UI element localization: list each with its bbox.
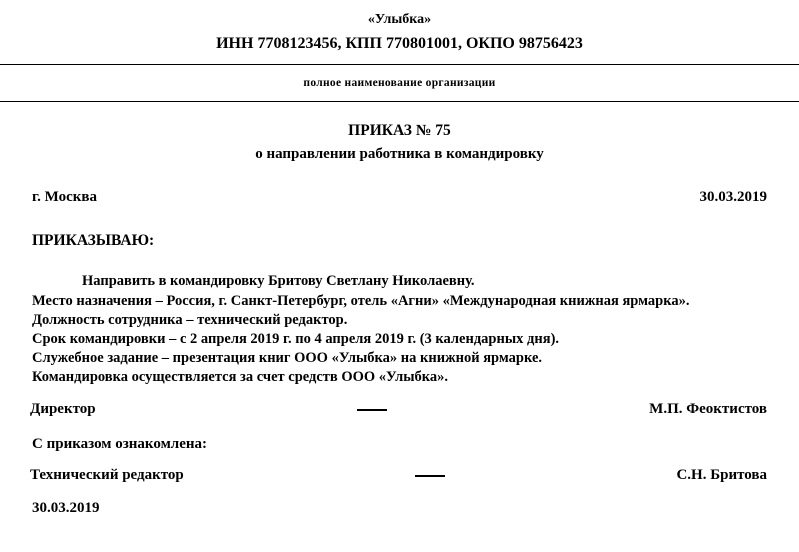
- body-line-task: Служебное задание – презентация книг ООО «Улыбка» на книжной ярмарке.: [32, 350, 543, 366]
- body-line-funding: Командировка осуществляется за счет средств ООО «Улыбка».: [32, 369, 449, 385]
- order-body: [0, 272, 799, 387]
- director-name: М.П. Феоктистов: [649, 401, 767, 417]
- order-date: 30.03.2019: [699, 189, 767, 205]
- organization-codes: ИНН 7708123456, КПП 770801001, ОКПО 98756423: [216, 35, 583, 52]
- body-line-destination: Место назначения – Россия, г. Санкт-Петербург, отель «Агни» «Международная книжная ярмарка».: [32, 293, 690, 309]
- director-title: Директор: [30, 401, 96, 417]
- place-and-date-row: [0, 189, 799, 206]
- divider-top: [0, 64, 799, 65]
- employee-name: С.Н. Бритова: [676, 467, 767, 483]
- body-line-assignment: Направить в командировку Бритову Светлану Николаевну.: [82, 273, 475, 289]
- order-command-word: ПРИКАЗЫВАЮ:: [32, 232, 155, 249]
- signature-line-icon: [357, 409, 387, 411]
- director-signature-line: [96, 401, 650, 416]
- body-line-term: Срок командировки – с 2 апреля 2019 г. по 4 апреля 2019 г. (3 календарных дня).: [32, 331, 560, 347]
- order-place: г. Москва: [32, 189, 97, 205]
- acknowledgement-text: С приказом ознакомлена:: [32, 436, 208, 452]
- organization-name: «Улыбка»: [367, 12, 432, 27]
- organization-caption: полное наименование организации: [303, 77, 496, 89]
- acknowledgement-date: 30.03.2019: [32, 500, 100, 516]
- employee-title: Технический редактор: [30, 467, 184, 483]
- body-line-position: Должность сотрудника – технический редактор.: [32, 312, 348, 328]
- organization-header: [0, 0, 799, 56]
- order-subtitle: о направлении работника в командировку: [255, 146, 544, 162]
- divider-second: [0, 101, 799, 102]
- order-title: ПРИКАЗ № 75: [348, 122, 451, 139]
- director-signature-row: [0, 401, 799, 418]
- employee-signature-row: [0, 467, 799, 484]
- employee-signature-line: [184, 467, 677, 482]
- signature-line-icon: [415, 475, 445, 477]
